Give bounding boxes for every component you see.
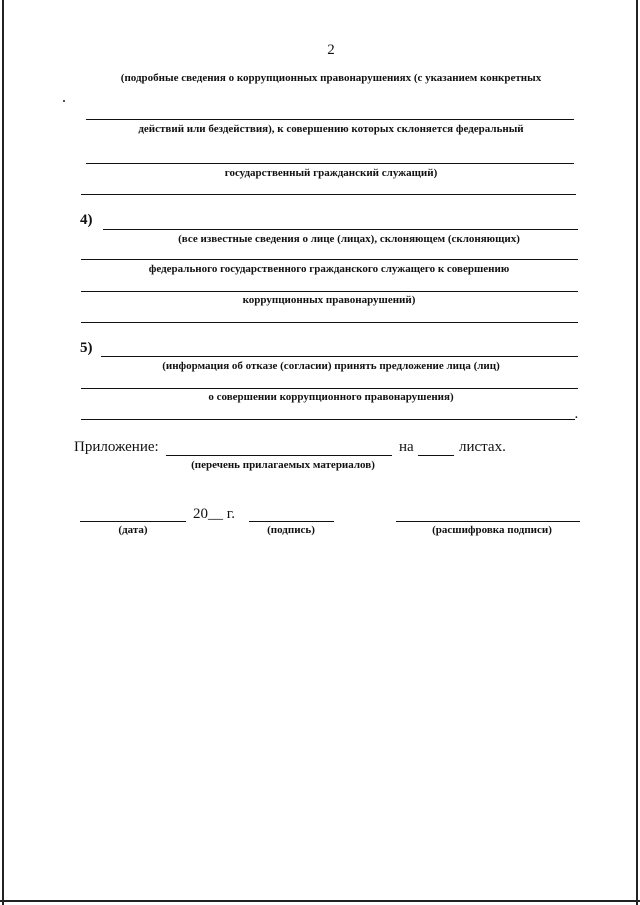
decode-caption: (расшифровка подписи) <box>432 524 552 536</box>
attachment-fill-line <box>166 455 392 456</box>
attachment-caption: (перечень прилагаемых материалов) <box>191 459 375 471</box>
section5-number: 5) <box>80 340 93 356</box>
section4-caption-line2: федерального государственного гражданского служащего к совершению <box>148 263 510 275</box>
section3-fill-line2 <box>86 163 574 164</box>
scan-speck <box>63 100 65 102</box>
section4-number: 4) <box>80 212 93 228</box>
section5-end-mark: . <box>575 409 578 421</box>
section5-fill-line2 <box>81 419 575 420</box>
section3-caption-line2: действий или бездействия), к совершению которых склоняется федеральный <box>138 123 524 135</box>
decode-fill-line <box>396 521 580 522</box>
section4-fill-line1 <box>81 259 578 260</box>
section4-caption-line1: (все известные сведения о лице (лицах), склоняющем (склоняющих) <box>178 233 520 245</box>
scan-edge-left <box>2 0 4 905</box>
sign-fill-line <box>249 521 334 522</box>
attachment-label: Приложение: <box>74 439 159 455</box>
section4-fill-line0 <box>103 229 578 230</box>
section5-caption-line1: (информация об отказе (согласии) принять предложение лица (лиц) <box>162 360 500 372</box>
section5-fill-line0 <box>101 356 578 357</box>
section5-fill-line1 <box>81 388 578 389</box>
scan-edge-bottom <box>0 900 640 902</box>
page-number: 2 <box>327 42 335 58</box>
date-fill-line <box>80 521 186 522</box>
year-field: 20__ г. <box>193 506 235 522</box>
scan-edge-right <box>636 0 638 905</box>
date-caption: (дата) <box>118 524 148 536</box>
section3-caption-line1: (подробные сведения о коррупционных правонарушениях (с указанием конкретных <box>120 72 542 84</box>
sign-caption: (подпись) <box>267 524 315 536</box>
section4-fill-line2 <box>81 291 578 292</box>
attachment-sheets: листах. <box>459 439 506 455</box>
section3-fill-line1 <box>86 119 574 120</box>
attachment-sheets-fill <box>418 455 454 456</box>
section4-caption-line3: коррупционных правонарушений) <box>242 294 416 306</box>
section4-fill-line3 <box>81 322 578 323</box>
section3-caption-line3: государственный гражданский служащий) <box>224 167 438 179</box>
attachment-on: на <box>399 439 414 455</box>
section5-caption-line2: о совершении коррупционного правонарушения) <box>208 391 454 403</box>
section3-fill-line3 <box>81 194 576 195</box>
